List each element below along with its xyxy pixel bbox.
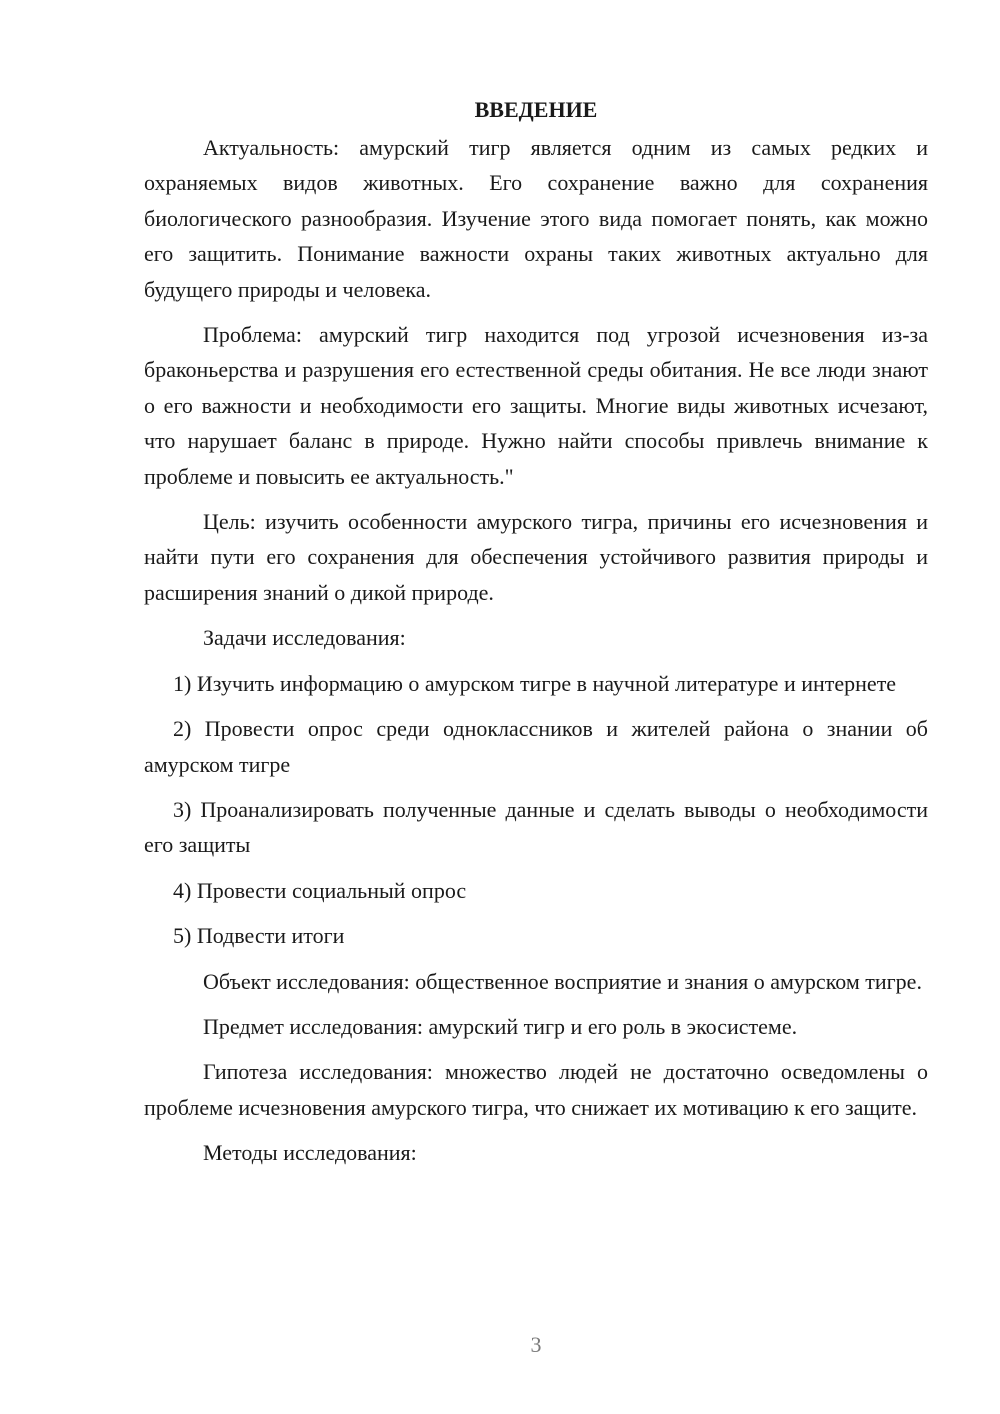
hypothesis-paragraph: Гипотеза исследования: множество людей не достаточно осведомлены о проблеме исчезновения амурского тигра, что снижает их мотивацию к его защите.: [144, 1059, 928, 1120]
document-page: [144, 92, 928, 1171]
task-item-3: 3) Проанализировать полученные данные и сделать выводы о необходимости его защиты: [144, 796, 928, 858]
task-item-2: 2) Провести опрос среди одноклассников и жителей района о знании об амурском тигре: [144, 716, 928, 777]
relevance-paragraph: Актуальность: амурский тигр является одним из самых редких и охраняемых видов животных. Его сохранение важно для сохранения биологического разнообразия. Изучение этого вида помогает понять, как можно его защитить. Понимание важности охраны таких животных актуально для будущего природы и человека.: [144, 135, 928, 302]
tasks-heading: Задачи исследования:: [203, 625, 406, 651]
page-number: 3: [530, 1332, 542, 1357]
object-paragraph: Объект исследования: общественное восприятие и знания о амурском тигре.: [203, 968, 922, 994]
section-heading: ВВЕДЕНИЕ: [474, 97, 598, 122]
task-item-4: 4) Провести социальный опрос: [173, 877, 467, 903]
task-item-1: 1) Изучить информацию о амурском тигре в научной литературе и интернете: [173, 670, 897, 696]
task-item-5: 5) Подвести итоги: [173, 923, 345, 949]
problem-paragraph: Проблема: амурский тигр находится под угрозой исчезновения из-за браконьерства и разрушения его естественной среды обитания. Не все люди знают о его важности и необходимости его защиты. Многие виды животных исчезают, что нарушает баланс в природе. Нужно найти способы привлечь внимание к проблеме и повысить ее актуальность.": [144, 322, 928, 489]
methods-heading: Методы исследования:: [203, 1140, 417, 1166]
subject-paragraph: Предмет исследования: амурский тигр и его роль в экосистеме.: [203, 1013, 798, 1039]
goal-paragraph: Цель: изучить особенности амурского тигра, причины его исчезновения и найти пути его сохранения для обеспечения устойчивого развития природы и расширения знаний о дикой природе.: [144, 509, 928, 605]
